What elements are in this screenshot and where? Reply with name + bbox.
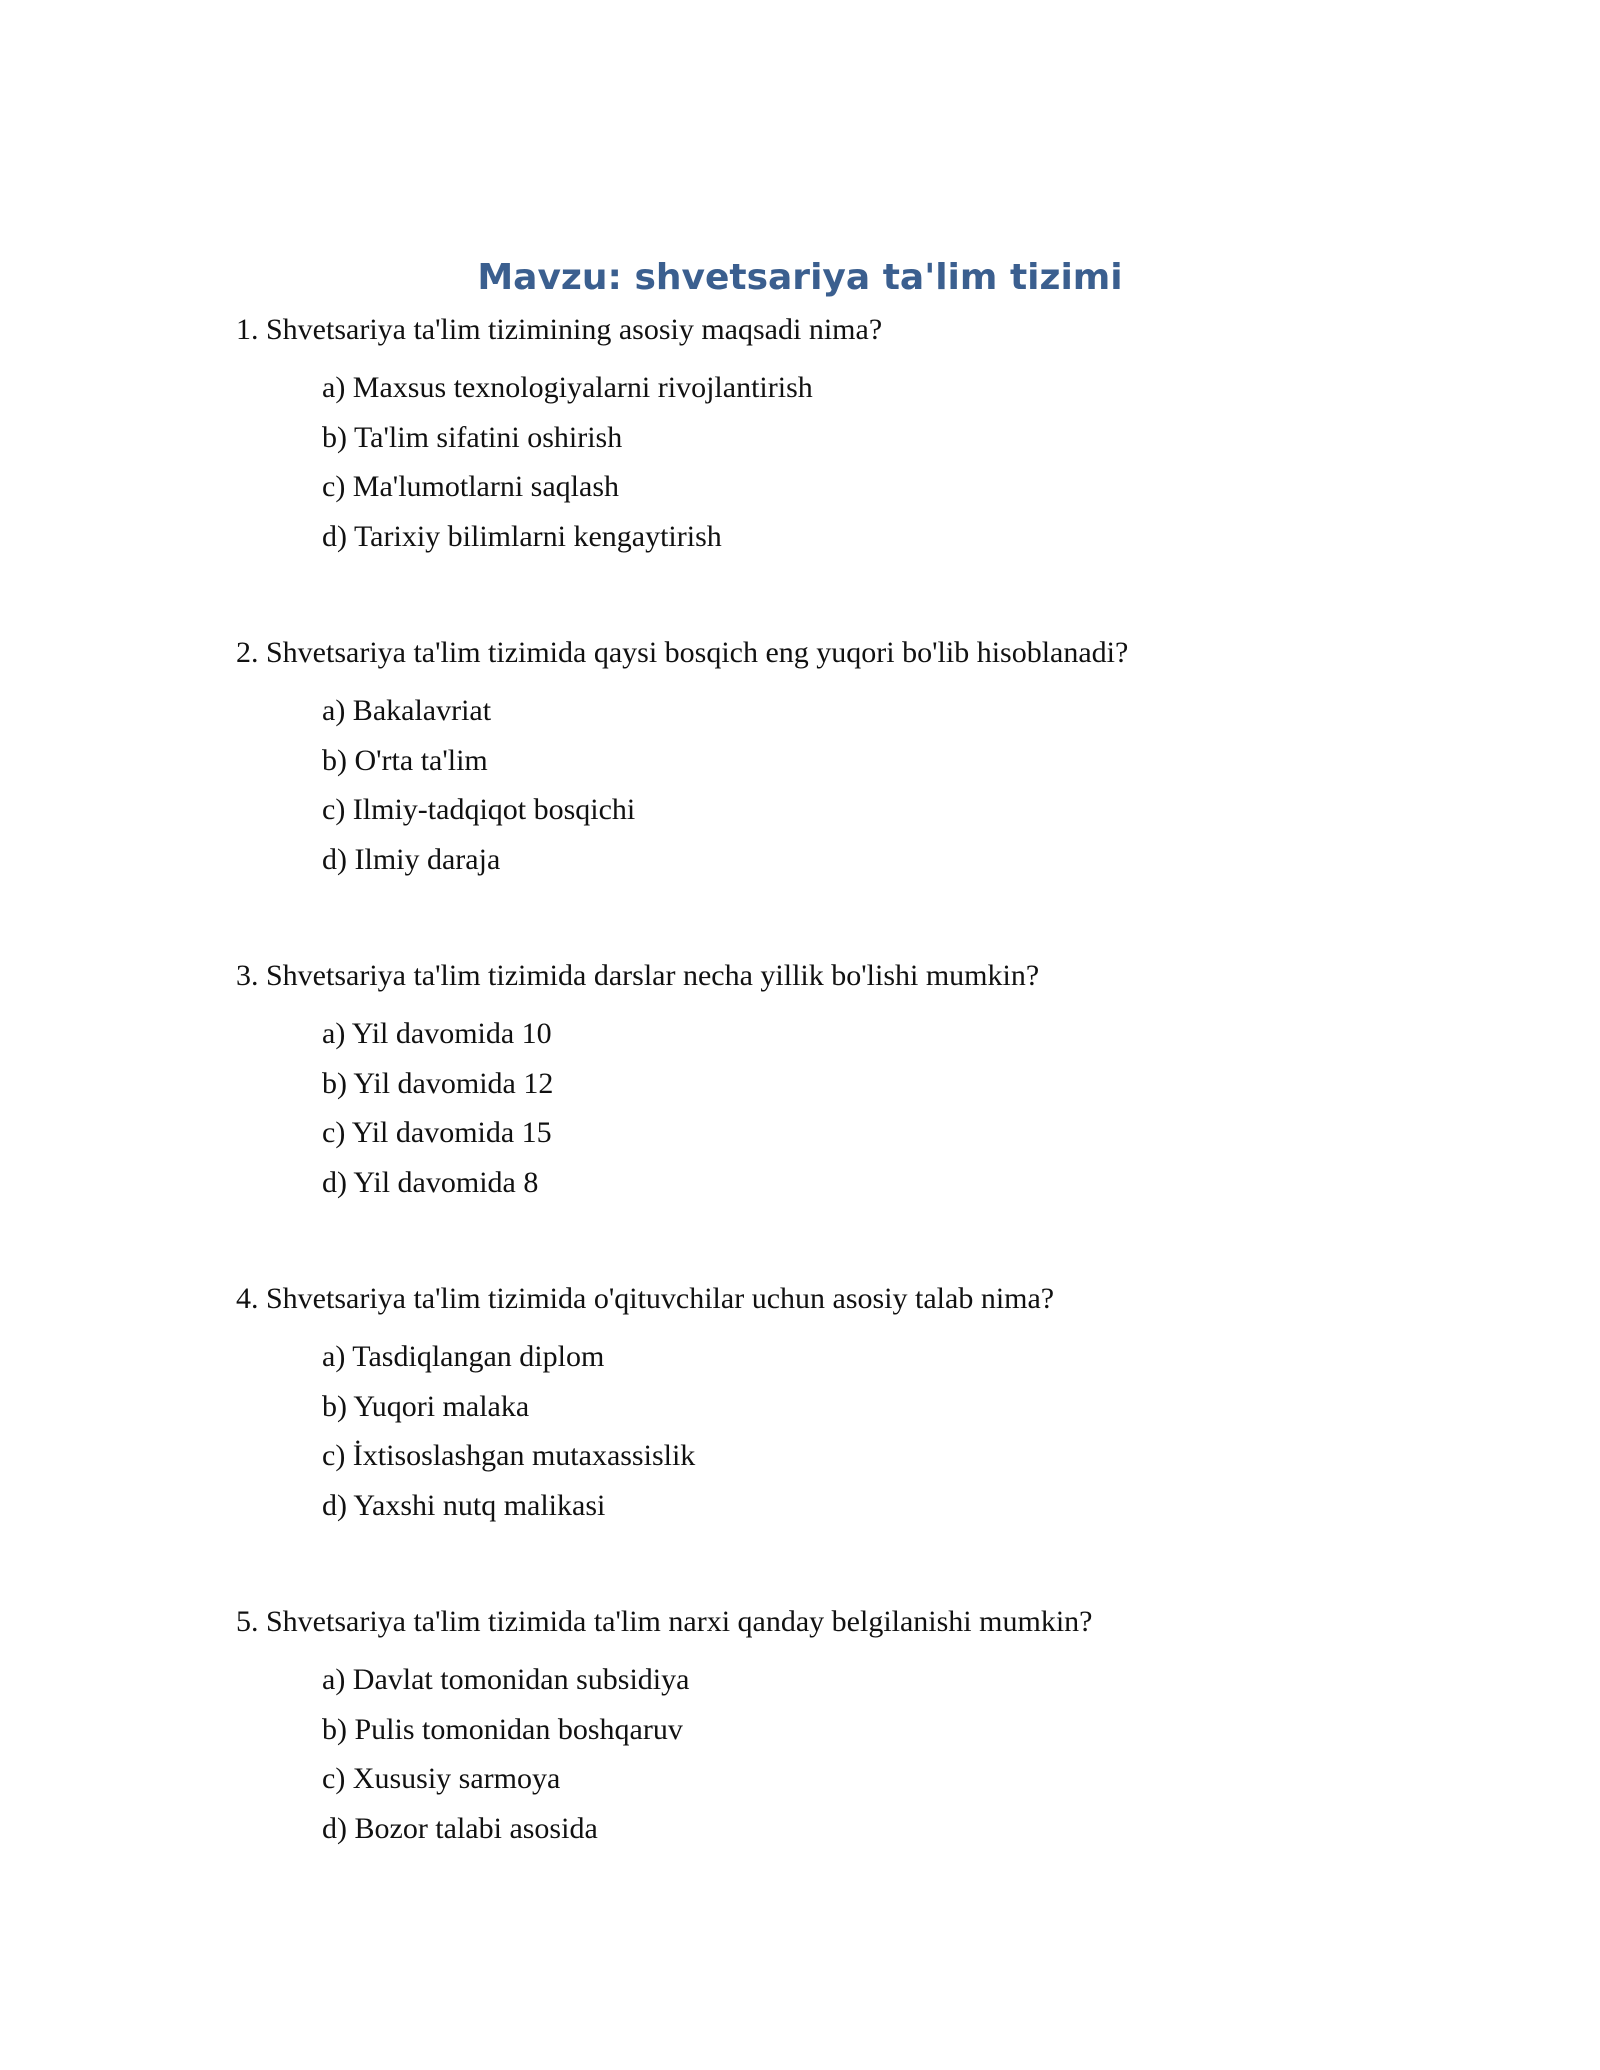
option-d: d) Yaxshi nutq malikasi	[322, 1488, 606, 1522]
option-c: c) Ma'lumotlarni saqlash	[322, 470, 619, 503]
option-d: d) Yil davomida 8	[322, 1165, 539, 1199]
option-d: d) Tarixiy bilimlarni kengaytirish	[322, 519, 722, 553]
option-a: a) Bakalavriat	[322, 694, 492, 727]
option-a: a) Yil davomida 10	[322, 1017, 552, 1050]
option-b: b) Yuqori malaka	[322, 1389, 530, 1423]
option-a: a) Davlat tomonidan subsidiya	[322, 1663, 690, 1696]
question-5	[236, 1598, 1436, 1921]
option-d: d) Ilmiy daraja	[322, 842, 501, 876]
question-text: 2. Shvetsariya ta'lim tizimida qaysi bosqich eng yuqori bo'lib hisoblanadi?	[236, 636, 1129, 669]
option-list	[236, 1655, 1436, 1853]
option-list	[236, 1009, 1436, 1207]
option-list	[236, 1332, 1436, 1530]
option-b: b) Yil davomida 12	[322, 1066, 554, 1100]
quiz	[236, 306, 1436, 1921]
option-b: b) O'rta ta'lim	[322, 743, 488, 777]
document-title: Mavzu: shvetsariya ta'lim tizimi	[477, 257, 1123, 298]
question-1	[236, 306, 1436, 629]
option-a: a) Tasdiqlangan diplom	[322, 1340, 605, 1373]
question-text: 5. Shvetsariya ta'lim tizimida ta'lim narxi qanday belgilanishi mumkin?	[236, 1605, 1093, 1638]
question-text: 4. Shvetsariya ta'lim tizimida o'qituvchilar uchun asosiy talab nima?	[236, 1282, 1055, 1315]
option-c: c) Ilmiy-tadqiqot bosqichi	[322, 793, 636, 826]
option-b: b) Ta'lim sifatini oshirish	[322, 420, 623, 454]
option-list	[236, 363, 1436, 561]
option-d: d) Bozor talabi asosida	[322, 1811, 598, 1845]
option-list	[236, 686, 1436, 884]
question-text: 3. Shvetsariya ta'lim tizimida darslar necha yillik bo'lishi mumkin?	[236, 959, 1040, 992]
option-a: a) Maxsus texnologiyalarni rivojlantirish	[322, 371, 813, 404]
option-c: c) İxtisoslashgan mutaxassislik	[322, 1439, 696, 1472]
option-b: b) Pulis tomonidan boshqaruv	[322, 1712, 683, 1746]
option-c: c) Xususiy sarmoya	[322, 1762, 561, 1795]
question-text: 1. Shvetsariya ta'lim tizimining asosiy maqsadi nima?	[236, 313, 883, 346]
question-3	[236, 952, 1436, 1275]
option-c: c) Yil davomida 15	[322, 1116, 552, 1149]
question-4	[236, 1275, 1436, 1598]
question-2	[236, 629, 1436, 952]
